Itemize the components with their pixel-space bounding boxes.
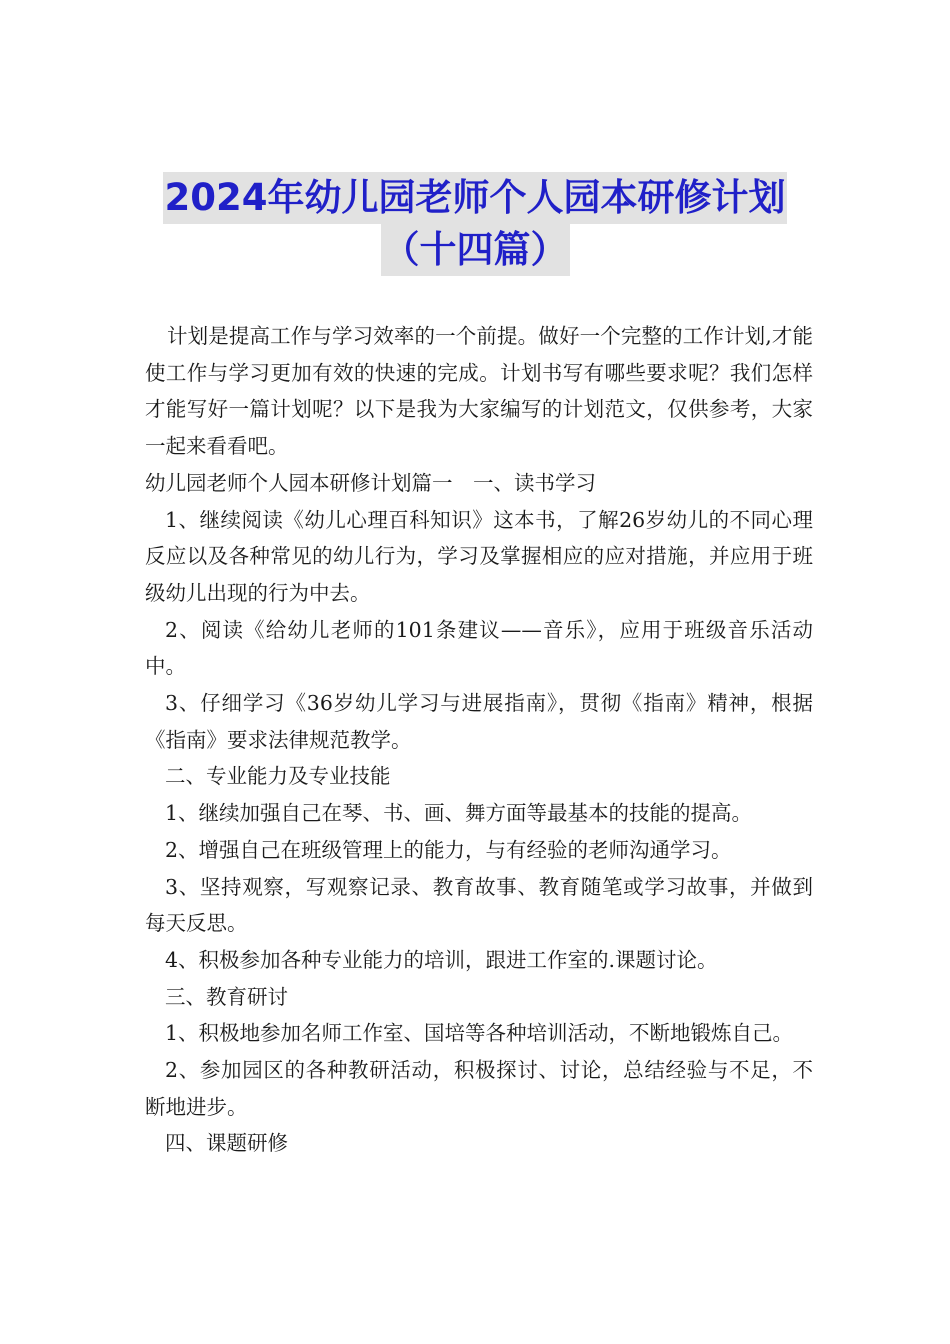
paragraph-item: 2、阅读《给幼儿老师的101条建议——音乐》，应用于班级音乐活动中。	[145, 617, 813, 679]
paragraph-section-heading: 幼儿园老师个人园本研修计划篇一 一、读书学习	[145, 470, 596, 495]
paragraph-item: 1、继续阅读《幼儿心理百科知识》这本书，了解26岁幼儿的不同心理反应以及各种常见的幼儿行为，学习及掌握相应的应对措施，并应用于班级幼儿出现的行为中去。	[145, 507, 813, 605]
paragraph-subheading: 三、教育研讨	[165, 984, 288, 1009]
paragraph-item: 3、坚持观察，写观察记录、教育故事、教育随笔或学习故事，并做到每天反思。	[145, 874, 813, 936]
paragraph-subheading: 四、课题研修	[165, 1131, 288, 1156]
title-line-1: 2024年幼儿园老师个人园本研修计划	[163, 172, 788, 224]
paragraph-item: 2、参加园区的各种教研活动，积极探讨、讨论，总结经验与不足，不断地进步。	[145, 1058, 813, 1119]
paragraph-item: 1、继续加强自己在琴、书、画、舞方面等最基本的技能的提高。	[165, 801, 753, 826]
paragraph-item: 1、积极地参加名师工作室、国培等各种培训活动，不断地锻炼自己。	[165, 1021, 794, 1046]
title-line-2: （十四篇）	[381, 224, 570, 276]
paragraph-intro: 计划是提高工作与学习效率的一个前提。做好一个完整的工作计划,才能使工作与学习更加有效的快速的完成。计划书写有哪些要求呢？我们怎样才能写好一篇计划呢？以下是我为大家编写的计划范文，仅供参考，大家一起来看看吧。	[145, 324, 813, 459]
document-body	[145, 318, 813, 1162]
paragraph-item: 3、仔细学习《36岁幼儿学习与进展指南》，贯彻《指南》精神，根据《指南》要求法律规范教学。	[145, 691, 813, 752]
paragraph-subheading: 二、专业能力及专业技能	[165, 764, 391, 789]
document-title	[0, 172, 950, 276]
paragraph-item: 2、增强自己在班级管理上的能力，与有经验的老师沟通学习。	[165, 837, 732, 862]
paragraph-item: 4、积极参加各种专业能力的培训，跟进工作室的.课题讨论。	[165, 947, 718, 972]
